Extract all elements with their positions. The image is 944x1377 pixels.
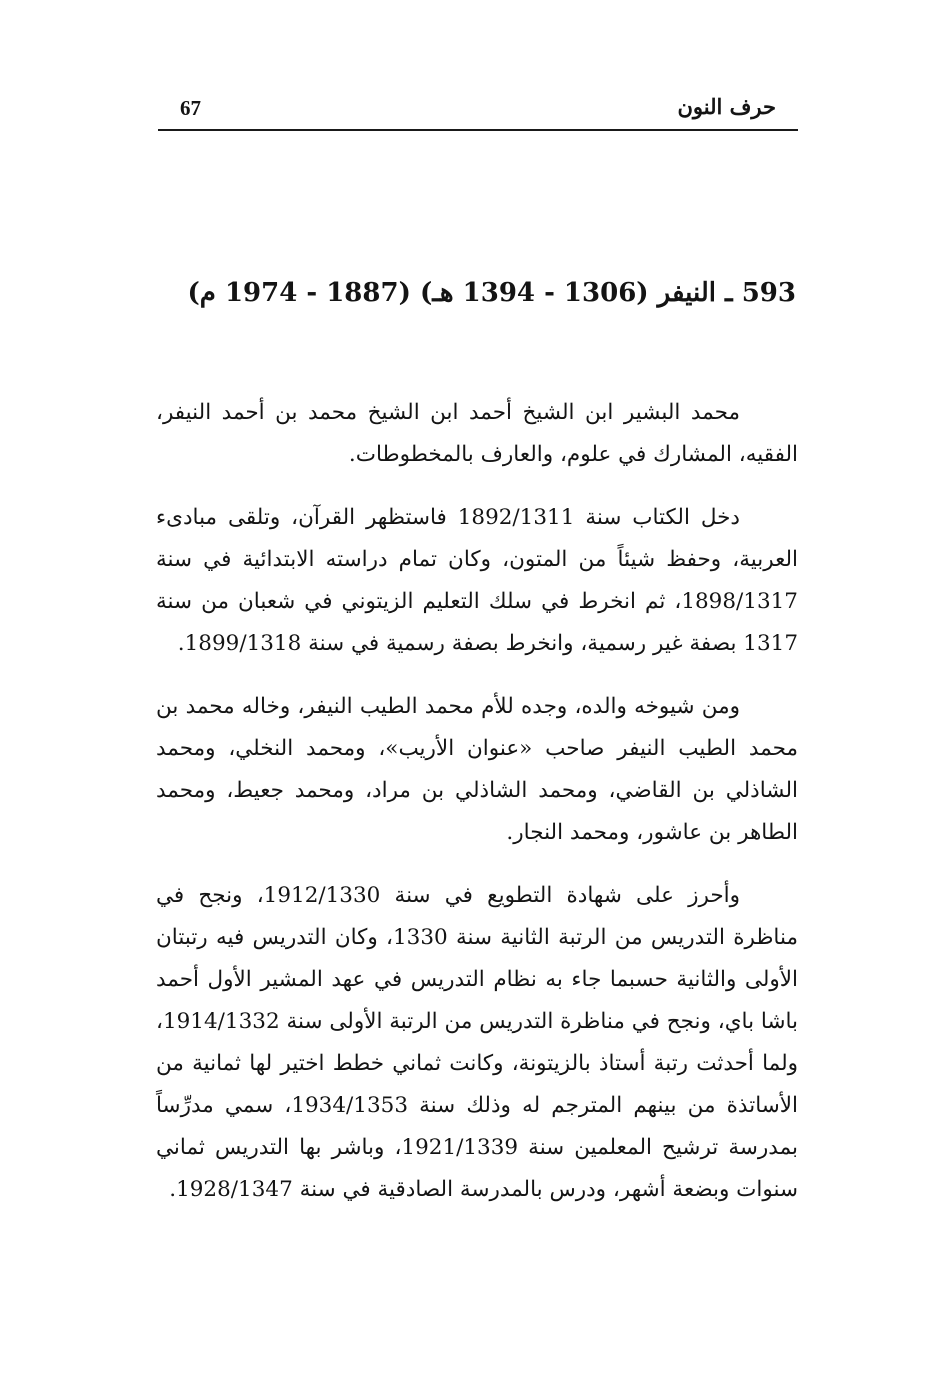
entry-title: 593 ـ النيفر (1306 - 1394 هـ) (1887 - 1974 م) — [187, 278, 796, 308]
paragraph-education: دخل الكتاب سنة 1892/1311 فاستظهر القرآن، وتلقى مبادىء العربية، وحفظ شيئاً من المتون، وكان تمام دراسته الابتدائية في سنة 1898/1317، ثم انخرط في سلك التعليم الزيتوني في شعبان من سنة 1317 بصفة غير رسمية، وانخرط بصفة رسمية في سنة 1899/1318. — [156, 505, 798, 656]
paragraph-biography-intro: محمد البشير ابن الشيخ أحمد ابن الشيخ محمد بن أحمد النيفر، الفقيه، المشارك في علوم، والعارف بالمخطوطات. — [156, 400, 798, 467]
page-number: 67 — [180, 96, 201, 120]
paragraph-career: وأحرز على شهادة التطويع في سنة 1912/1330، ونجح في مناظرة التدريس من الرتبة الثانية سنة 1330، وكان التدريس فيه رتبتان الأولى والثانية حسبما جاء به نظام التدريس في عهد المشير الأول أحمد باشا باي، ونجح في مناظرة التدريس من الرتبة الأولى سنة 1914/1332، ولما أحدثت رتبة أستاذ بالزيتونة، وكانت ثماني خطط اختير لها ثمانية من الأساتذة من بينهم المترجم له وذلك سنة 1934/1353، سمي مدرِّساً بمدرسة ترشيح المعلمين سنة 1921/1339، وباشر بها التدريس ثماني سنوات وبضعة أشهر، ودرس بالمدرسة الصادقية في سنة 1928/1347. — [156, 883, 798, 1202]
entry-body — [156, 392, 798, 1232]
page-header — [158, 92, 798, 128]
header-rule — [158, 129, 798, 131]
paragraph-teachers: ومن شيوخه والده، وجده للأم محمد الطيب النيفر، وخاله محمد بن محمد الطيب النيفر صاحب «عنوان الأريب»، ومحمد النخلي، ومحمد الشاذلي بن القاضي، ومحمد الشاذلي بن مراد، ومحمد جعيط، ومحمد الطاهر بن عاشور، ومحمد النجار. — [156, 694, 798, 845]
running-head: حرف النون — [677, 94, 776, 119]
